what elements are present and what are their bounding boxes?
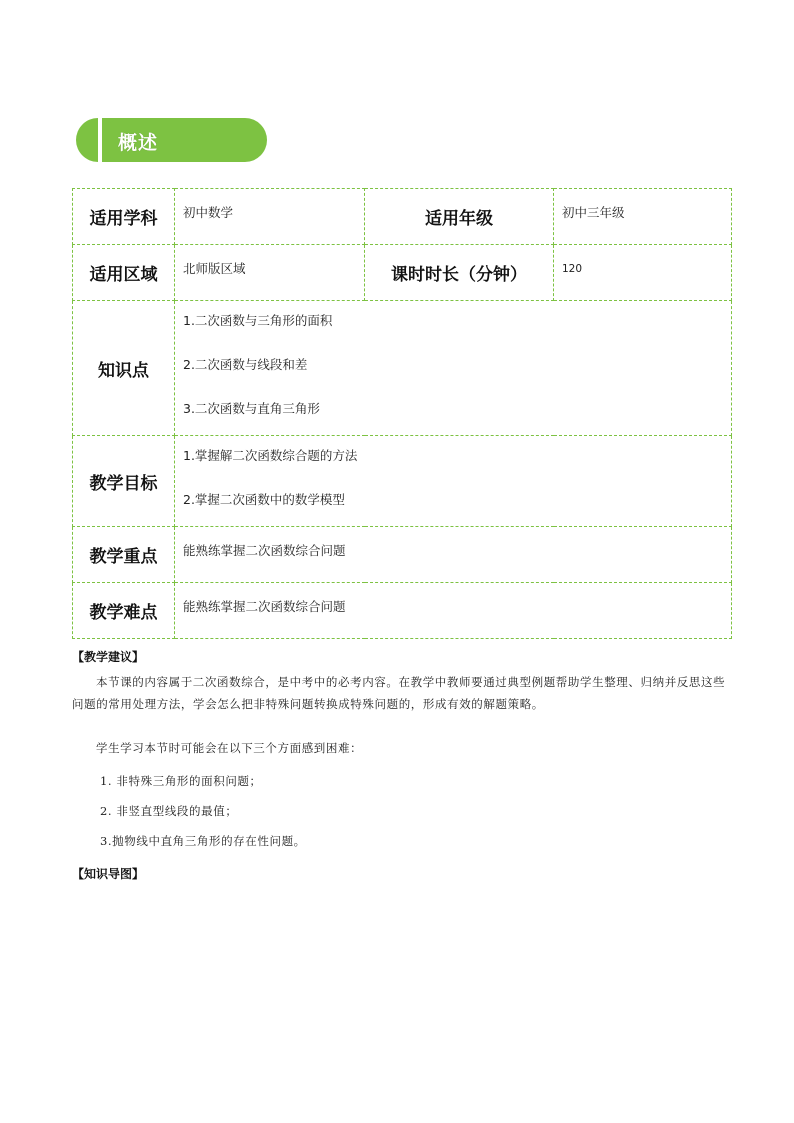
subject-value: 初中数学	[175, 189, 365, 245]
goal-item: 1.掌握解二次函数综合题的方法	[183, 448, 358, 463]
knowledge-label: 知识点	[73, 301, 175, 436]
grade-value: 初中三年级	[554, 189, 732, 245]
knowledge-list	[175, 301, 732, 436]
advice-paragraph: 本节课的内容属于二次函数综合，是中考中的必考内容。在教学中教师要通过典型例题帮助学生整理、归纳并反思这些问题的常用处理方法，学会怎么把非特殊问题转换成特殊问题的，形成有效的解题策略。	[72, 675, 726, 711]
duration-label: 课时时长（分钟）	[365, 245, 554, 301]
difficulty-intro: 学生学习本节时可能会在以下三个方面感到困难：	[96, 741, 363, 755]
goal-item: 2.掌握二次函数中的数学模型	[183, 492, 345, 507]
difficulty-item: 1. 非特殊三角形的面积问题；	[100, 774, 262, 788]
table-row	[73, 527, 732, 583]
section-title: 概述	[118, 132, 159, 154]
overview-table	[72, 188, 732, 639]
knowledge-map-title: 【知识导图】	[72, 867, 145, 881]
table-row	[73, 436, 732, 527]
goals-label: 教学目标	[73, 436, 175, 527]
table-row	[73, 189, 732, 245]
difficulty-item: 2. 非竖直型线段的最值；	[100, 804, 238, 818]
knowledge-item: 2.二次函数与线段和差	[183, 357, 308, 372]
knowledge-item: 1.二次函数与三角形的面积	[183, 313, 333, 328]
table-row	[73, 245, 732, 301]
goals-list	[175, 436, 732, 527]
difficulty-label: 教学难点	[73, 583, 175, 639]
table-row	[73, 583, 732, 639]
knowledge-item: 3.二次函数与直角三角形	[183, 401, 320, 416]
advice-title: 【教学建议】	[72, 650, 145, 664]
grade-label: 适用年级	[365, 189, 554, 245]
difficulty-item: 3.抛物线中直角三角形的存在性问题。	[100, 834, 306, 848]
teaching-advice-section	[72, 648, 732, 882]
region-value: 北师版区域	[175, 245, 365, 301]
table-row	[73, 301, 732, 436]
duration-value: 120	[554, 245, 732, 301]
region-label: 适用区域	[73, 245, 175, 301]
section-tab-overview	[76, 118, 267, 162]
subject-label: 适用学科	[73, 189, 175, 245]
focus-label: 教学重点	[73, 527, 175, 583]
focus-value: 能熟练掌握二次函数综合问题	[175, 527, 732, 583]
difficulty-value: 能熟练掌握二次函数综合问题	[175, 583, 732, 639]
